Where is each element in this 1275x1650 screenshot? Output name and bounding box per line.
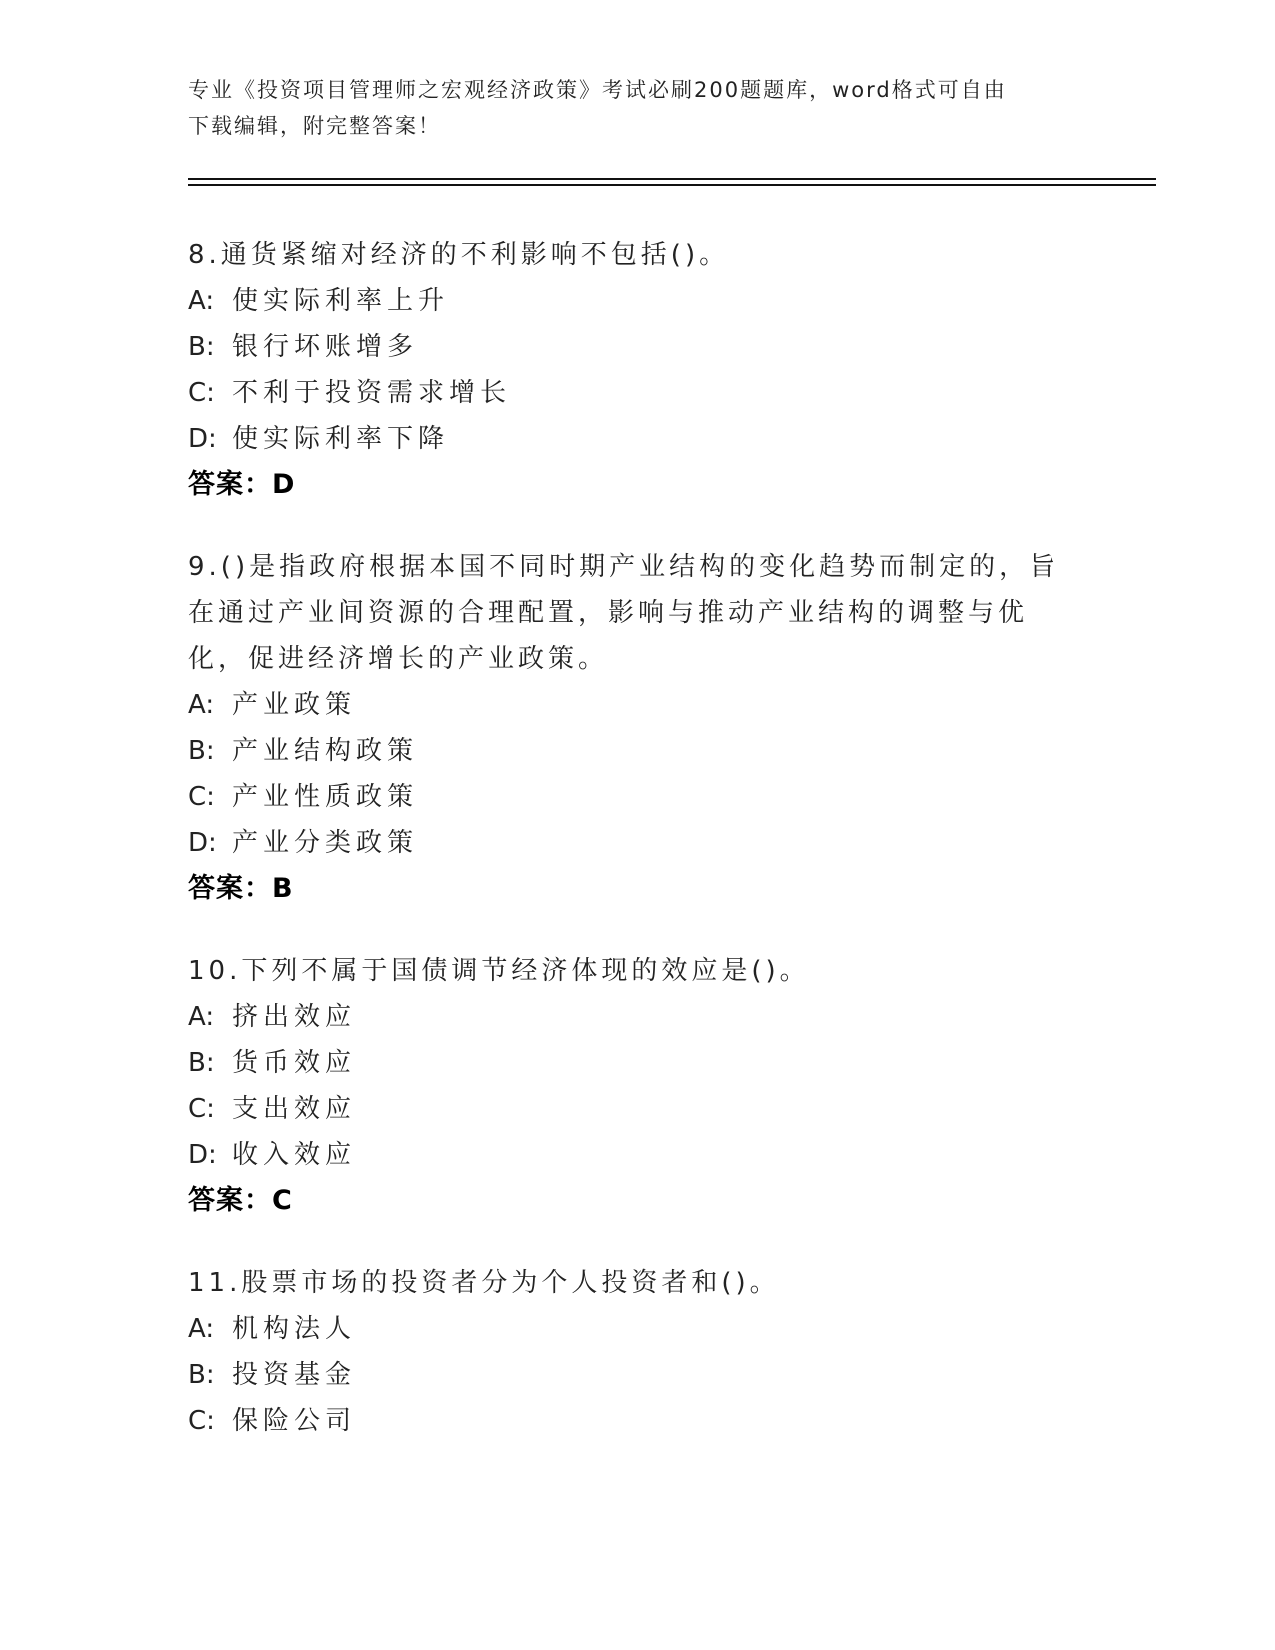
option-text: 投资基金 (232, 1360, 357, 1390)
question-10 (188, 948, 1068, 1224)
option-c (188, 1398, 1068, 1444)
option-text: 挤出效应 (232, 1002, 357, 1032)
question-text: 11.股票市场的投资者分为个人投资者和()。 (188, 1268, 780, 1298)
option-text: 产业政策 (232, 690, 357, 720)
option-d (188, 416, 1068, 462)
option-text: 收入效应 (232, 1140, 357, 1170)
option-key: B: (188, 332, 215, 362)
option-a (188, 994, 1068, 1040)
option-c (188, 774, 1068, 820)
option-text: 保险公司 (232, 1406, 357, 1436)
question-text: 9.()是指政府根据本国不同时期产业结构的变化趋势而制定的，旨在通过产业间资源的合理配置，影响与推动产业结构的调整与优化，促进经济增长的产业政策。 (188, 552, 1060, 674)
option-text: 使实际利率下降 (232, 424, 450, 454)
option-key: D: (188, 828, 217, 858)
question-list (188, 232, 1068, 1480)
option-text: 产业性质政策 (232, 782, 419, 812)
option-a (188, 278, 1068, 324)
option-text: 不利于投资需求增长 (232, 378, 512, 408)
header-divider-top (188, 178, 1156, 180)
option-text: 银行坏账增多 (232, 332, 419, 362)
option-text: 产业分类政策 (232, 828, 419, 858)
option-c (188, 1086, 1068, 1132)
option-text: 货币效应 (232, 1048, 357, 1078)
option-key: C: (188, 1406, 215, 1436)
question-text: 8.通货紧缩对经济的不利影响不包括()。 (188, 240, 730, 270)
option-key: C: (188, 378, 215, 408)
header-divider-bottom (188, 184, 1156, 186)
option-key: C: (188, 782, 215, 812)
option-key: A: (188, 690, 215, 720)
option-key: A: (188, 1002, 215, 1032)
header-line-1: 专业《投资项目管理师之宏观经济政策》考试必刷200题题库，word格式可自由 (188, 78, 1007, 102)
option-key: D: (188, 1140, 217, 1170)
question-text: 10.下列不属于国债调节经济体现的效应是()。 (188, 956, 810, 986)
option-a (188, 1306, 1068, 1352)
option-text: 产业结构政策 (232, 736, 419, 766)
header-line-2: 下载编辑，附完整答案！ (188, 114, 441, 138)
answer-label: 答案：B (188, 873, 294, 904)
option-b (188, 1352, 1068, 1398)
document-header (188, 72, 1068, 144)
option-c (188, 370, 1068, 416)
option-text: 使实际利率上升 (232, 286, 450, 316)
option-text: 机构法人 (232, 1314, 357, 1344)
option-b (188, 728, 1068, 774)
option-d (188, 1132, 1068, 1178)
option-a (188, 682, 1068, 728)
answer-label: 答案：C (188, 1185, 293, 1216)
question-9 (188, 544, 1068, 912)
option-key: B: (188, 1048, 215, 1078)
option-text: 支出效应 (232, 1094, 357, 1124)
option-b (188, 1040, 1068, 1086)
answer-label: 答案：D (188, 469, 296, 500)
option-key: B: (188, 1360, 215, 1390)
option-d (188, 820, 1068, 866)
option-b (188, 324, 1068, 370)
option-key: A: (188, 286, 215, 316)
option-key: B: (188, 736, 215, 766)
option-key: D: (188, 424, 217, 454)
option-key: C: (188, 1094, 215, 1124)
option-key: A: (188, 1314, 215, 1344)
question-8 (188, 232, 1068, 508)
question-11 (188, 1260, 1068, 1444)
